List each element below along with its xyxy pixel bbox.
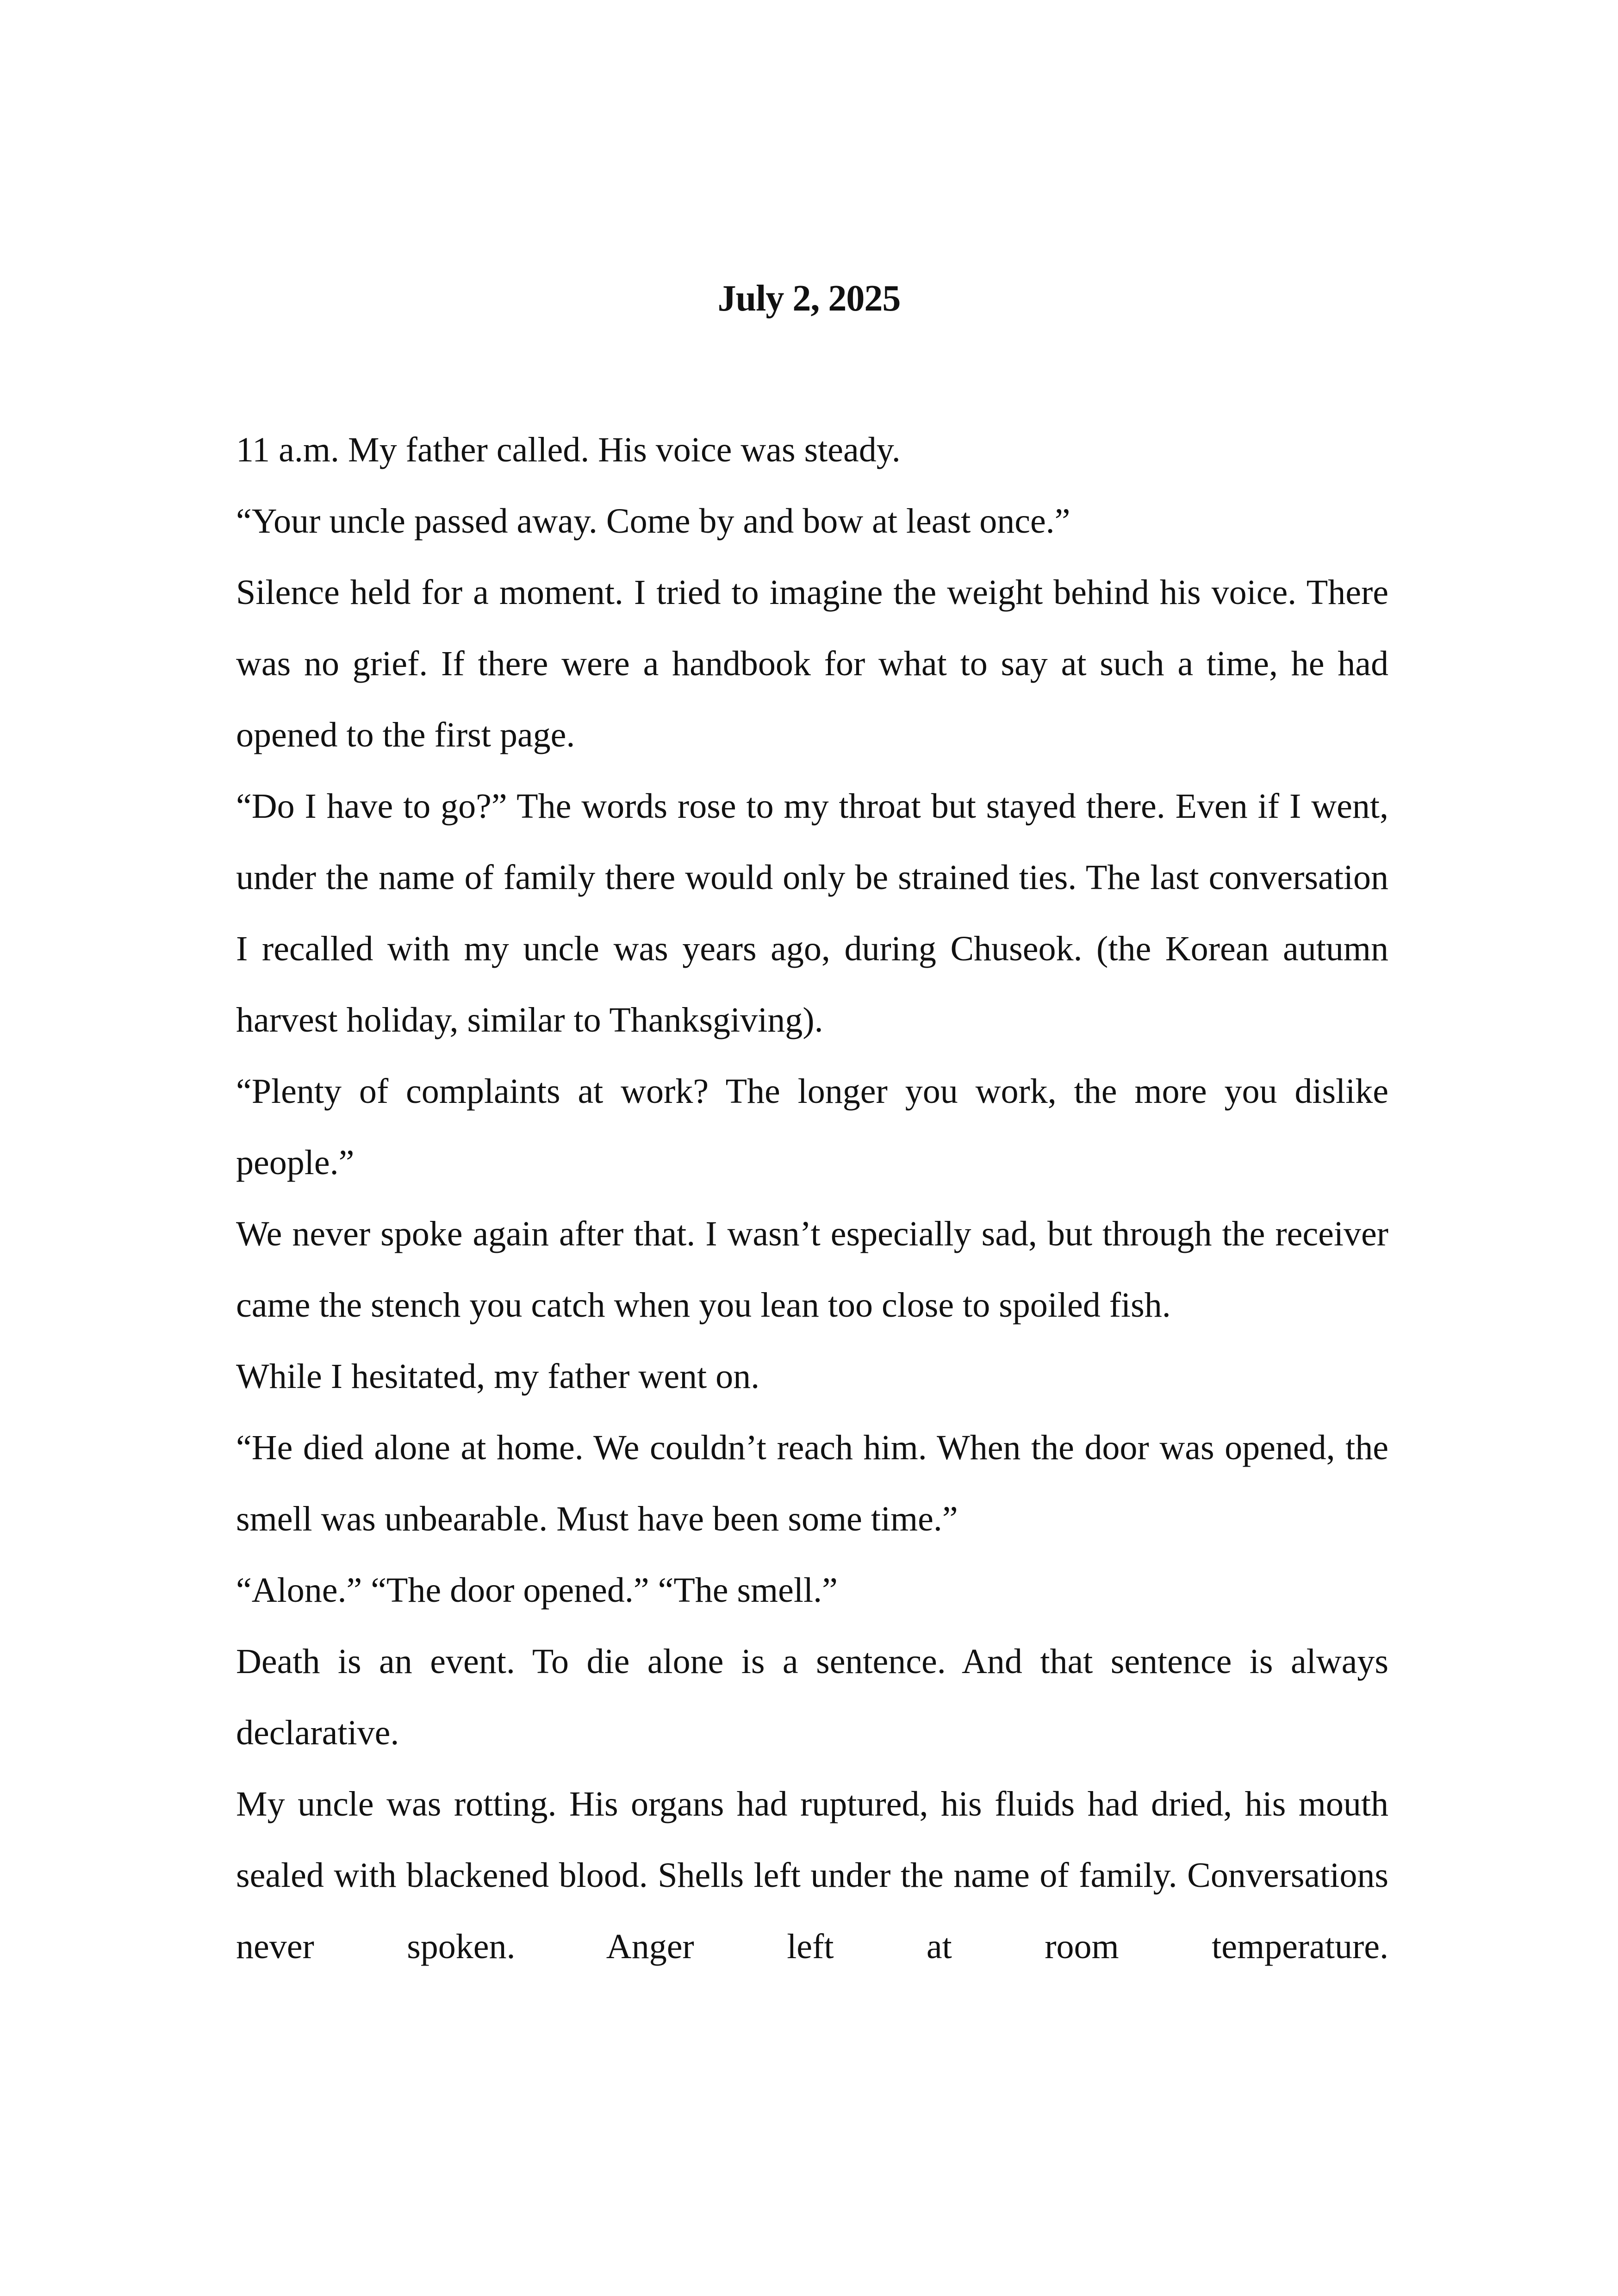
paragraph-died-alone: “He died alone at home. We couldn’t reach him. When the door was opened, the smell was unbearable. Must have been some time.” <box>236 1428 1388 1538</box>
paragraph-silence: Silence held for a moment. I tried to imagine the weight behind his voice. There was no grief. If there were a handbook for what to say at such a time, he had opened to the first page. <box>236 573 1388 754</box>
document-body <box>236 414 1388 1982</box>
paragraph-hesitated: While I hesitated, my father went on. <box>236 1357 760 1396</box>
paragraph-do-i-have-to-go: “Do I have to go?” The words rose to my throat but stayed there. Even if I went, under the name of family there would only be strained ties. The last conversation I recalled with my uncle was years ago, during Chuseok. (the Korean autumn harvest holiday, similar to Thanksgiving). <box>236 787 1388 1039</box>
paragraph-father-quote: “Your uncle passed away. Come by and bow at least once.” <box>236 502 1070 541</box>
paragraph-uncle-rotting: My uncle was rotting. His organs had ruptured, his fluids had dried, his mouth sealed with blackened blood. Shells left under the name of family. Conversations never spoken. Anger left at room temperature. <box>236 1785 1388 1966</box>
paragraph-death-event: Death is an event. To die alone is a sentence. And that sentence is always declarative. <box>236 1642 1388 1752</box>
paragraph-echo-words: “Alone.” “The door opened.” “The smell.” <box>236 1571 838 1610</box>
page-title: July 2, 2025 <box>717 278 901 319</box>
paragraph-never-spoke: We never spoke again after that. I wasn’t especially sad, but through the receiver came the stench you catch when you lean too close to spoiled fish. <box>236 1214 1388 1325</box>
paragraph-uncle-quote: “Plenty of complaints at work? The longer you work, the more you dislike people.” <box>236 1072 1388 1182</box>
paragraph-phone-call: 11 a.m. My father called. His voice was steady. <box>236 430 901 469</box>
